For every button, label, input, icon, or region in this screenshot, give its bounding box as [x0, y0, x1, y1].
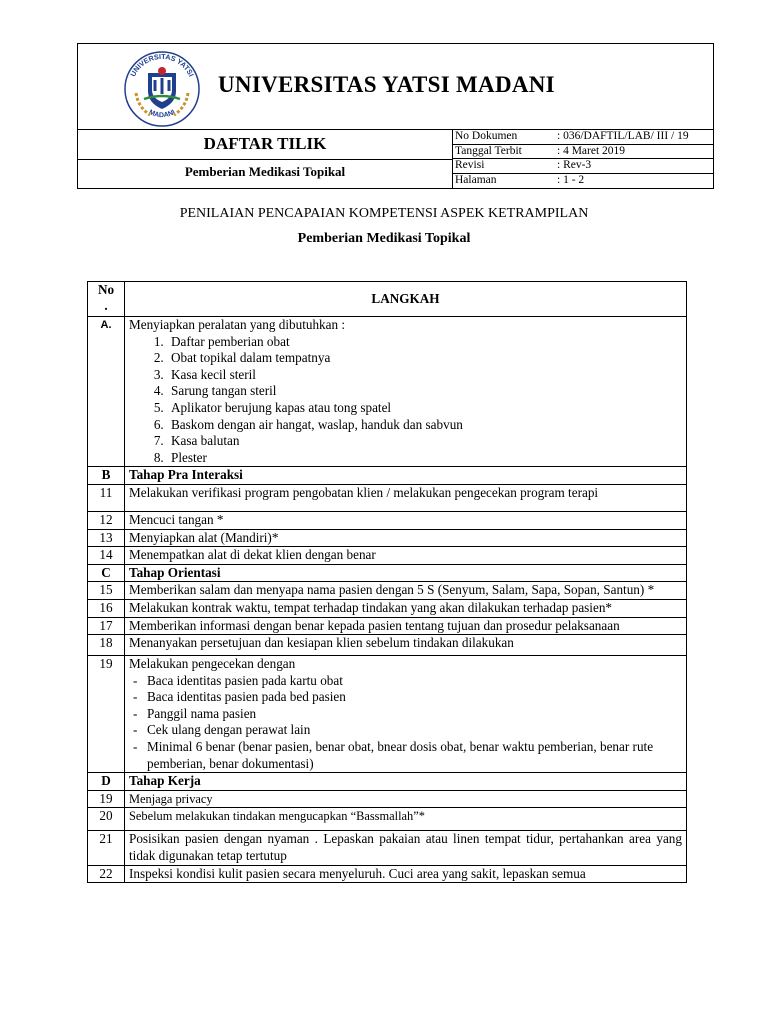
logo-text-top: UNIVERSITAS YATSI	[128, 51, 196, 79]
document-title-cell	[78, 130, 453, 188]
document-meta-table	[453, 130, 713, 187]
list-item: 2. Obat topikal dalam tempatnya	[167, 350, 682, 367]
step-text: Inspeksi kondisi kulit pasien secara menyeluruh. Cuci area yang sakit, lepaskan semua	[125, 865, 687, 883]
meta-key: Revisi	[453, 159, 555, 174]
document-subtitle: Pemberian Medikasi Topikal	[184, 164, 346, 179]
section-b-title: Tahap Pra Interaksi	[125, 467, 687, 485]
list-item: 3. Kasa kecil steril	[167, 367, 682, 384]
svg-text:MADANI	[148, 109, 177, 119]
meta-value: : 4 Maret 2019	[555, 144, 713, 159]
section-d-title: Tahap Kerja	[125, 773, 687, 791]
logo-text-bottom: MADANI	[147, 109, 177, 120]
section-c-row	[88, 564, 687, 582]
step-no: 19	[88, 656, 125, 773]
check-list	[129, 673, 682, 773]
step-no: 17	[88, 617, 125, 635]
steps-table	[87, 281, 687, 883]
table-row	[88, 831, 687, 865]
table-row	[88, 484, 687, 511]
meta-key: Tanggal Terbit	[453, 144, 555, 159]
assessment-subheading: Pemberian Medikasi Topikal	[297, 231, 471, 246]
step-intro: Melakukan pengecekan dengan	[129, 656, 296, 672]
step-no: 18	[88, 635, 125, 656]
step-no: 16	[88, 599, 125, 617]
step-text: Memberikan salam dan menyapa nama pasien dengan 5 S (Senyum, Salam, Sapa, Sopan, Santun) *	[125, 582, 687, 600]
step-text: Menyiapkan alat (Mandiri)*	[125, 529, 687, 547]
table-row	[88, 617, 687, 635]
step-no: 14	[88, 547, 125, 565]
step-text: Mencuci tangan *	[125, 511, 687, 529]
assessment-heading: PENILAIAN PENCAPAIAN KOMPETENSI ASPEK KETRAMPILAN	[179, 206, 589, 221]
section-c-no: C	[88, 564, 125, 582]
list-item: - Baca identitas pasien pada kartu obat	[147, 673, 682, 690]
column-header-step: LANGKAH	[125, 282, 687, 317]
list-item: 1. Daftar pemberian obat	[167, 334, 682, 351]
step-text: Melakukan kontrak waktu, tempat terhadap tindakan yang akan dilakukan terhadap pasien*	[125, 599, 687, 617]
header-banner	[77, 43, 714, 130]
section-c-title: Tahap Orientasi	[125, 564, 687, 582]
section-a-intro: Menyiapkan peralatan yang dibutuhkan :	[129, 317, 346, 332]
document-title: DAFTAR TILIK	[203, 134, 327, 153]
table-header-row	[88, 282, 687, 317]
meta-value: : Rev-3	[555, 159, 713, 174]
meta-key: No Dokumen	[453, 130, 555, 144]
section-b-no: B	[88, 467, 125, 485]
step-text	[125, 656, 687, 773]
step-text: Menjaga privacy	[125, 790, 687, 808]
table-row	[88, 656, 687, 773]
column-header-no: No .	[88, 282, 125, 317]
list-item: - Panggil nama pasien	[147, 706, 682, 723]
university-name: UNIVERSITAS YATSI MADANI	[218, 72, 555, 97]
step-text: Posisikan pasien dengan nyaman . Lepaskan pakaian atau linen tempat tidur, pertahankan area yang tidak digunakan tetap tertutup	[125, 831, 687, 865]
meta-value: : 1 - 2	[557, 173, 585, 186]
step-no: 20	[88, 808, 125, 831]
step-text: Sebelum melakukan tindakan mengucapkan “Bassmallah”*	[125, 808, 687, 831]
equipment-list	[129, 334, 682, 467]
section-a-content	[125, 317, 687, 467]
step-no: 22	[88, 865, 125, 883]
step-text: Menanyakan persetujuan dan kesiapan klien sebelum tindakan dilakukan	[125, 635, 687, 656]
step-no: 19	[88, 790, 125, 808]
list-item: 5. Aplikator berujung kapas atau tong spatel	[167, 400, 682, 417]
meta-row	[453, 159, 713, 174]
list-item: - Baca identitas pasien pada bed pasien	[147, 689, 682, 706]
section-d-no: D	[88, 773, 125, 791]
section-b-row	[88, 467, 687, 485]
step-no: 15	[88, 582, 125, 600]
step-text: Melakukan verifikasi program pengobatan klien / melakukan pengecekan program terapi	[125, 484, 687, 511]
list-item: 6. Baskom dengan air hangat, waslap, handuk dan sabvun	[167, 417, 682, 434]
step-no: 21	[88, 831, 125, 865]
step-no: 11	[88, 484, 125, 511]
table-row	[88, 511, 687, 529]
list-item: - Minimal 6 benar (benar pasien, benar obat, bnear dosis obat, benar waktu pemberian, benar rute pemberian, benar dokumentasi)	[147, 739, 682, 772]
section-d-row	[88, 773, 687, 791]
table-row	[88, 865, 687, 883]
table-row	[88, 635, 687, 656]
table-row	[88, 599, 687, 617]
divider	[78, 159, 452, 160]
meta-row	[453, 144, 713, 159]
table-row	[88, 808, 687, 831]
step-no: 13	[88, 529, 125, 547]
document-info-block	[77, 129, 714, 189]
list-item: - Cek ulang dengan perawat lain	[147, 722, 682, 739]
list-item: 7. Kasa balutan	[167, 433, 682, 450]
section-a-no: A.	[88, 317, 125, 467]
list-item: 8. Plester	[167, 450, 682, 467]
university-logo	[122, 49, 202, 129]
table-row	[88, 582, 687, 600]
table-row	[88, 790, 687, 808]
table-row	[88, 547, 687, 565]
table-row	[88, 529, 687, 547]
section-a-row	[88, 317, 687, 467]
meta-key: Halaman	[455, 173, 497, 186]
meta-row	[453, 173, 713, 187]
step-no: 12	[88, 511, 125, 529]
step-text: Menempatkan alat di dekat klien dengan benar	[125, 547, 687, 565]
step-text: Memberikan informasi dengan benar kepada pasien tentang tujuan dan prosedur pelaksanaan	[125, 617, 687, 635]
meta-value: : 036/DAFTIL/LAB/ III / 19	[555, 130, 713, 144]
list-item: 4. Sarung tangan steril	[167, 383, 682, 400]
meta-row	[453, 130, 713, 144]
